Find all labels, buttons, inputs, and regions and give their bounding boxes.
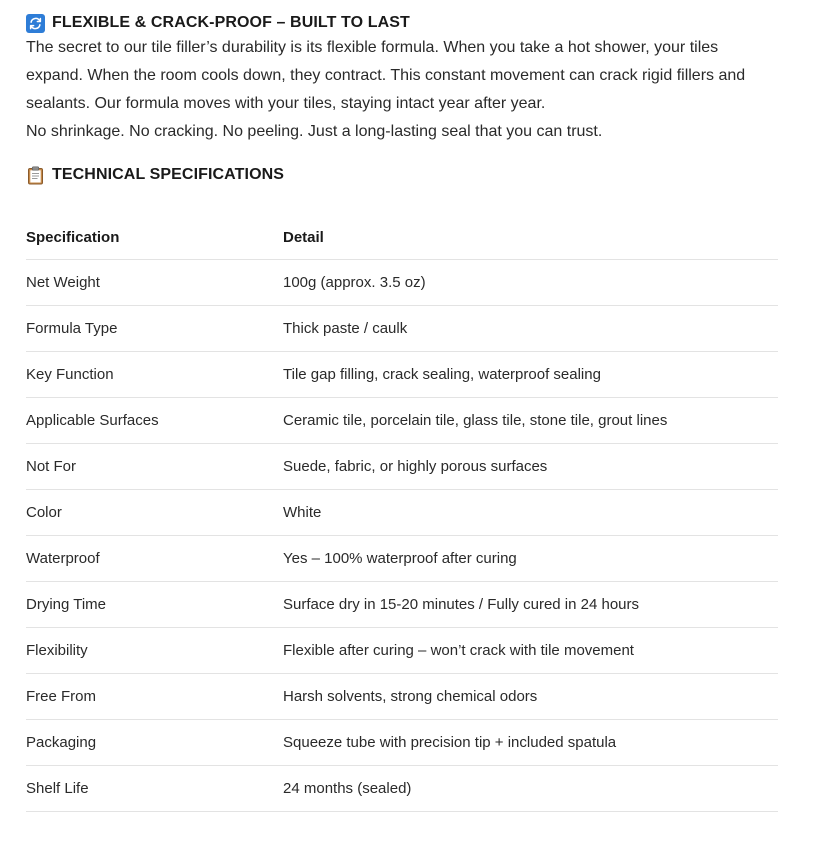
spec-name-cell: Net Weight [26,260,283,306]
spec-name-cell: Free From [26,674,283,720]
section-heading-text: FLEXIBLE & CRACK-PROOF – BUILT TO LAST [52,14,410,31]
table-row [26,720,778,766]
spec-name-cell: Drying Time [26,582,283,628]
paragraph-no-shrinkage: No shrinkage. No cracking. No peeling. Just a long-lasting seal that you can trust. [26,123,603,140]
spec-name-cell: Shelf Life [26,766,283,812]
spec-detail-cell: Surface dry in 15-20 minutes / Fully cured in 24 hours [283,582,778,628]
spec-detail-cell: 100g (approx. 3.5 oz) [283,260,778,306]
content [26,0,778,812]
clipboard-icon [26,166,45,185]
spec-detail-cell: Flexible after curing – won’t crack with tile movement [283,628,778,674]
spec-name-cell: Packaging [26,720,283,766]
table-row [26,306,778,352]
spec-detail-cell: Tile gap filling, crack sealing, waterproof sealing [283,352,778,398]
section-heading-flexible [26,12,778,34]
table-row [26,536,778,582]
spec-detail-cell: Ceramic tile, porcelain tile, glass tile, stone tile, grout lines [283,398,778,444]
spec-name-cell: Formula Type [26,306,283,352]
spec-name-cell: Key Function [26,352,283,398]
spec-detail-cell: Harsh solvents, strong chemical odors [283,674,778,720]
spec-detail-cell: Suede, fabric, or highly porous surfaces [283,444,778,490]
spec-detail-cell: Thick paste / caulk [283,306,778,352]
table-header-row [26,215,778,260]
table-row [26,352,778,398]
spec-detail-cell: Squeeze tube with precision tip + included spatula [283,720,778,766]
table-row [26,628,778,674]
section-heading-specs [26,164,778,186]
spec-name-cell: Flexibility [26,628,283,674]
specifications-table [26,215,778,812]
spec-name-cell: Applicable Surfaces [26,398,283,444]
spec-name-cell: Not For [26,444,283,490]
spec-detail-cell: White [283,490,778,536]
sync-arrows-icon [26,14,45,33]
table-row [26,398,778,444]
column-header-specification: Specification [26,215,283,260]
spec-detail-cell: Yes – 100% waterproof after curing [283,536,778,582]
table-row [26,674,778,720]
table-row [26,260,778,306]
column-header-detail: Detail [283,215,778,260]
table-row [26,766,778,812]
paragraph-formula: The secret to our tile filler’s durability is its flexible formula. When you take a hot shower, your tiles expand. When the room cools down, they contract. This constant movement can crack rigid fillers and sealants. Our formula moves with your tiles, staying intact year after year. [26,39,746,112]
table-row [26,444,778,490]
table-row [26,582,778,628]
table-row [26,490,778,536]
section-heading-text: TECHNICAL SPECIFICATIONS [52,166,285,183]
spec-detail-cell: 24 months (sealed) [283,766,778,812]
spec-name-cell: Waterproof [26,536,283,582]
spec-name-cell: Color [26,490,283,536]
